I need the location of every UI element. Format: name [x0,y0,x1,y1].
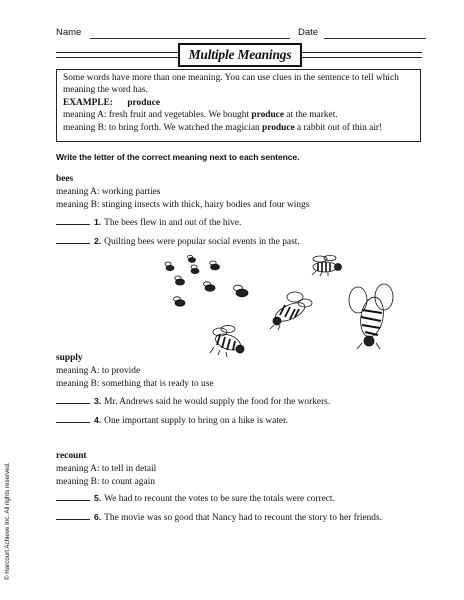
meaning-b-text: meaning B: to bring forth. We watched the magician [63,122,263,133]
question-text: We had to recount the votes to be sure the totals were correct. [104,494,335,504]
meaning-a-end: at the market. [284,110,338,121]
name-field[interactable] [90,38,290,39]
answer-blank-3[interactable] [56,403,90,404]
question-text: One important supply to bring on a hike is water. [104,416,288,426]
question-text: The bees flew in and out of the hive. [104,218,242,228]
question-number: 2. [94,236,102,246]
bee-icon [165,262,174,271]
question-text: The movie was so good that Nancy had to recount the story to her friends. [104,513,382,523]
intro-text: Some words have more than one meaning. You can use clues in the sentence to tell which meaning the word has. [63,73,399,96]
section-meaning-b: meaning B: something that is ready to use [56,379,214,389]
copyright-notice: © Harcourt Achieve Inc. All rights reserved. [4,462,11,580]
answer-blank-6[interactable] [56,519,90,520]
question-5 [56,493,436,504]
bee-icon [234,285,249,297]
question-number: 1. [94,217,102,227]
section-meaning-b: meaning B: stinging insects with thick, hairy bodies and four wings [56,200,310,210]
section-recount [56,450,436,489]
question-2 [56,236,436,247]
date-label: Date [298,27,319,38]
bee-icon [349,284,393,349]
section-meaning-a: meaning A: to tell in detail [56,464,157,474]
question-6 [56,512,436,523]
example-meaning-b [63,122,414,134]
bee-icon [204,282,216,291]
bees-illustration [150,255,400,365]
bee-icon [187,255,195,262]
answer-blank-2[interactable] [56,243,90,244]
question-number: 4. [94,415,102,425]
bee-icon [191,265,199,274]
meaning-b-end: a rabbit out of thin air! [294,122,383,133]
title-banner [178,43,302,67]
section-meaning-a: meaning A: working parties [56,187,161,197]
date-field[interactable] [324,38,426,39]
instructions: Write the letter of the correct meaning next to each sentence. [56,152,300,162]
example-meaning-a [63,109,414,121]
question-1 [56,217,436,228]
question-text: Mr. Andrews said he would supply the food for the workers. [104,397,331,407]
page-title: Multiple Meanings [188,47,292,62]
example-word: produce [127,97,160,108]
question-number: 6. [94,512,102,522]
bee-icon [210,261,220,270]
example-row [63,97,414,109]
section-word: supply [56,353,83,363]
question-number: 5. [94,493,102,503]
worksheet-header [56,27,428,41]
intro-box [56,69,421,142]
section-supply [56,352,436,391]
section-bees [56,173,436,212]
bee-icon [270,292,312,330]
answer-blank-1[interactable] [56,224,90,225]
section-meaning-a: meaning A: to provide [56,366,141,376]
section-meaning-b: meaning B: to count again [56,477,155,487]
bee-icon [312,255,342,276]
section-word: bees [56,174,74,184]
answer-blank-4[interactable] [56,422,90,423]
meaning-a-text: meaning A: fresh fruit and vegetables. We bought [63,110,252,121]
bee-icon [175,276,185,285]
answer-blank-5[interactable] [56,500,90,501]
meaning-b-word: produce [262,122,295,133]
question-3 [56,396,436,407]
question-text: Quilting bees were popular social events in the past. [104,237,300,247]
section-word: recount [56,451,87,461]
question-4 [56,415,436,426]
bee-icon [174,297,186,306]
example-label: EXAMPLE: [63,97,113,108]
name-label: Name [56,27,82,38]
question-number: 3. [94,396,102,406]
meaning-a-word: produce [251,110,285,121]
